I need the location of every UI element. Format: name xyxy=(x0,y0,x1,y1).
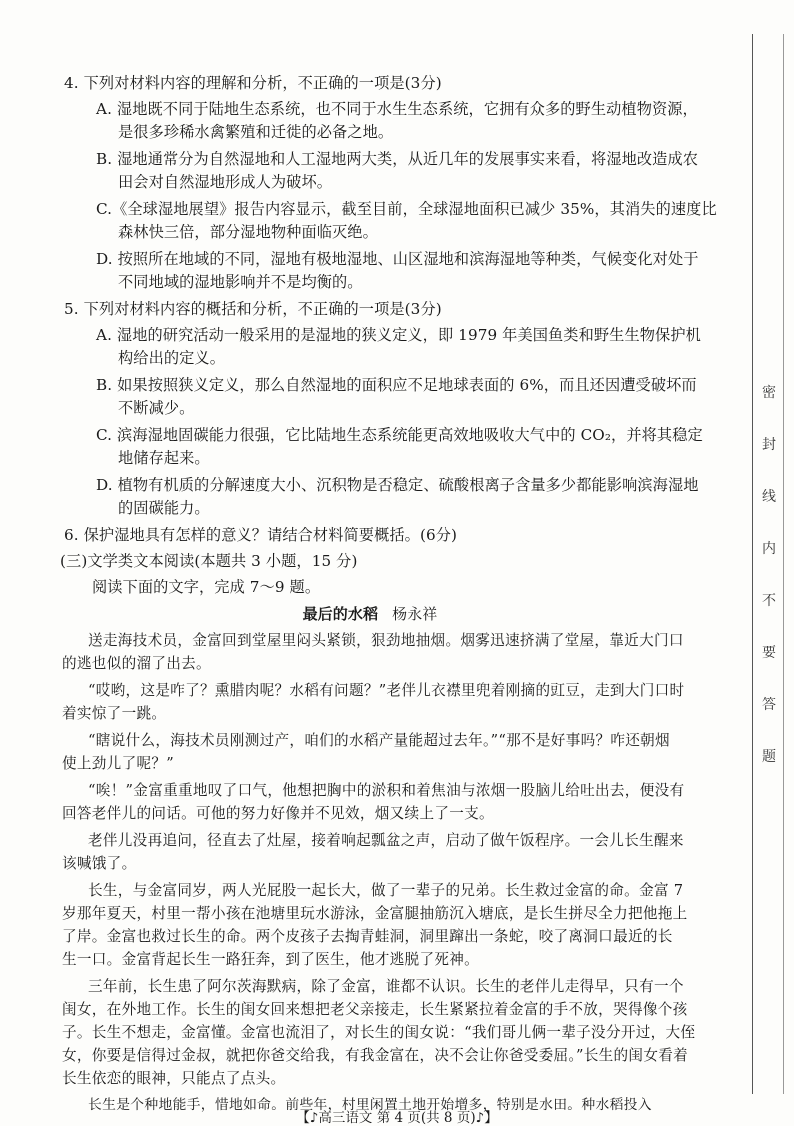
section-3-heading: (三)文学类文本阅读(本题共 3 小题，15 分) xyxy=(60,552,358,570)
q5-option-a-line2: 构给出的定义。 xyxy=(118,349,226,367)
seal-char: 题 xyxy=(762,749,776,765)
story-line: 了岸。金富也救过长生的命。两个皮孩子去掏青蛙洞，洞里蹿出一条蛇，咬了离洞口最近的长 xyxy=(62,928,673,945)
story-line: 回答老伴儿的问话。可他的努力好像并不见效，烟又续上了一支。 xyxy=(62,805,494,822)
story-line: 岁那年夏天，村里一帮小孩在池塘里玩水游泳，金富腿抽筋沉入塘底，是长生拼尽全力把他拖上 xyxy=(62,905,688,922)
q4-option-a-line1: A. 湿地既不同于陆地生态系统，也不同于水生生态系统，它拥有众多的野生动植物资源， xyxy=(96,100,698,118)
story-line: 长生依恋的眼神，只能点了点头。 xyxy=(62,1070,286,1087)
binding-rule-outer xyxy=(783,34,784,1094)
q4-option-d-line1: D. 按照所在地域的不同，湿地有极地湿地、山区湿地和滨海湿地等种类，气候变化对处于 xyxy=(96,250,699,268)
q4-option-c-line2: 森林快三倍，部分湿地物种面临灭绝。 xyxy=(118,223,378,241)
seal-char: 不 xyxy=(762,593,776,609)
story-line: 使上劲儿了呢？” xyxy=(62,755,175,772)
story-line: “唉！”金富重重地叹了口气，他想把胸中的淤积和着焦油与浓烟一股脑儿给吐出去，便没有 xyxy=(88,782,685,799)
q4-option-b-line2: 田会对自然湿地形成人为破坏。 xyxy=(118,173,333,191)
story-line: 闺女，在外地工作。长生的闺女回来想把老父亲接走，长生紧紧拉着金富的手不放，哭得像个孩 xyxy=(62,1001,688,1018)
story-title-text: 最后的水稻 xyxy=(302,605,379,623)
story-line: 子。长生不想走，金富懂。金富也流泪了，对长生的闺女说：“我们哥儿俩一辈子没分开过，大侄 xyxy=(62,1024,696,1041)
q5-option-b-line2: 不断减少。 xyxy=(118,399,195,417)
binding-rule xyxy=(752,34,753,1094)
q6-stem: 6. 保护湿地具有怎样的意义？请结合材料简要概括。(6分) xyxy=(64,526,458,544)
story-line: 长生是个种地能手，惜地如命。前些年，村里闲置土地开始增多，特别是水田。种水稻投入 xyxy=(88,1097,652,1113)
q4-option-a-line2: 是很多珍稀水禽繁殖和迁徙的必备之地。 xyxy=(118,123,394,141)
q4-stem: 4. 下列对材料内容的理解和分析，不正确的一项是(3分) xyxy=(64,74,442,92)
q5-option-c-line2: 地储存起来。 xyxy=(118,449,210,467)
q5-option-c-line1: C. 滨海湿地固碳能力很强，它比陆地生态系统能更高效地吸收大气中的 CO₂，并将其稳定 xyxy=(96,426,703,444)
reading-instruction: 阅读下面的文字，完成 7～9 题。 xyxy=(92,578,321,596)
story-line: 女，你要是信得过金叔，就把你爸交给我，有我金富在，决不会让你爸受委屈。”长生的闺女看着 xyxy=(62,1047,689,1064)
seal-char: 封 xyxy=(762,437,776,453)
q5-option-a-line1: A. 湿地的研究活动一般采用的是湿地的狭义定义，即 1979 年美国鱼类和野生生物保护机 xyxy=(96,326,701,344)
seal-char: 密 xyxy=(762,385,776,401)
q5-option-d-line1: D. 植物有机质的分解速度大小、沉积物是否稳定、硫酸根离子含量多少都能影响滨海湿地 xyxy=(96,476,699,494)
story-line: 送走海技术员，金富回到堂屋里闷头紧锁，狠劲地抽烟。烟雾迅速挤满了堂屋，靠近大门口 xyxy=(88,632,684,649)
page-footer: 【♪高三语文 第 4 页(共 8 页)♪】 xyxy=(296,1110,498,1126)
story-line: 老伴儿没再追问，径直去了灶屋，接着响起瓢盆之声，启动了做午饭程序。一会儿长生醒来 xyxy=(88,832,684,849)
q4-option-c-line1: C.《全球湿地展望》报告内容显示，截至目前，全球湿地面积已减少 35%，其消失的速度比 xyxy=(96,200,717,218)
seal-char: 线 xyxy=(762,489,776,505)
story-line: 该喊饿了。 xyxy=(62,855,137,872)
story-line: 着实惊了一跳。 xyxy=(62,705,167,722)
story-title xyxy=(0,603,740,625)
story-line: 三年前，长生患了阿尔茨海默病，除了金富，谁都不认识。长生的老伴儿走得早，只有一个 xyxy=(88,978,684,995)
q4-option-b-line1: B. 湿地通常分为自然湿地和人工湿地两大类，从近几年的发展事实来看，将湿地改造成农 xyxy=(96,150,699,168)
story-line: 生一口。金富背起长生一路狂奔，到了医生，他才逃脱了死神。 xyxy=(62,951,480,968)
q4-option-d-line2: 不同地域的湿地影响并不是均衡的。 xyxy=(118,273,363,291)
q5-option-d-line2: 的固碳能力。 xyxy=(118,499,210,517)
story-line: 的逃也似的溜了出去。 xyxy=(62,655,211,672)
story-line: “瞎说什么，海技术员刚测过产，咱们的水稻产量能超过去年。”“那不是好事吗？咋还朝烟 xyxy=(88,732,670,749)
q5-stem: 5. 下列对材料内容的概括和分析，不正确的一项是(3分) xyxy=(64,300,442,318)
story-author: 杨永祥 xyxy=(392,605,438,623)
seal-char: 答 xyxy=(762,697,776,713)
story-line: “哎哟，这是咋了？熏腊肉呢？水稻有问题？”老伴儿衣襟里兜着刚摘的豇豆，走到大门口时 xyxy=(88,682,685,699)
seal-char: 内 xyxy=(762,541,776,557)
seal-char: 要 xyxy=(762,645,776,661)
story-line: 长生，与金富同岁，两人光屁股一起长大，做了一辈子的兄弟。长生救过金富的命。金富 7 xyxy=(88,882,684,899)
q5-option-b-line1: B. 如果按照狭义定义，那么自然湿地的面积应不足地球表面的 6%，而且还因遭受破坏而 xyxy=(96,376,697,394)
